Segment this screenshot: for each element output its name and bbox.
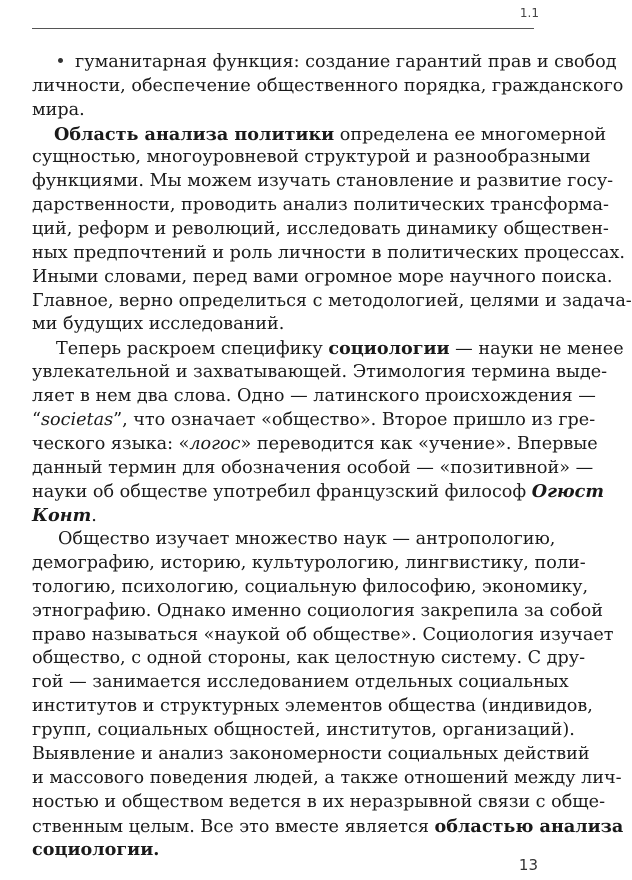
p1-line-2: сущностью, многоуровневой структурой и разнообразными: [32, 147, 591, 168]
text: науки об обществе употребил французский философ: [32, 482, 532, 503]
bullet-line-1: [32, 51, 617, 75]
p3-line-9: групп, социальных общностей, институтов, организаций).: [32, 720, 575, 741]
p2-line-8: [32, 504, 535, 528]
text: ственным целым. Все это вместе является: [32, 816, 435, 837]
term-logos: логос: [189, 433, 241, 454]
term-politics-analysis: Область анализа политики: [54, 123, 335, 145]
p1-line-7: Иными словами, перед вами огромное море научного поиска.: [32, 266, 613, 287]
bullet-line-3: мира.: [32, 99, 85, 120]
p3-line-4: этнографию. Однако именно социология закрепила за собой: [32, 600, 603, 621]
p3-line-7: гой — занимается исследованием отдельных социальных: [32, 672, 569, 693]
p2-line-5: [32, 433, 598, 457]
p2-line-7: [32, 480, 604, 504]
p3-line-13: [32, 815, 624, 839]
p3-line-8: институтов и структурных элементов общества (индивидов,: [32, 696, 593, 717]
p3-line-2: демографию, историю, культурологию, лингвистику, поли-: [32, 553, 586, 574]
p3-line-11: и массового поведения людей, а также отношений между лич-: [32, 767, 622, 788]
bullet-line-2: личности, обеспечение общественного порядка, гражданского: [32, 75, 624, 96]
p3-line-3: тологию, психологию, социальную философию, экономику,: [32, 576, 589, 597]
p3-line-10: Выявление и анализ закономерности социальных действий: [32, 743, 590, 764]
text: “: [32, 409, 41, 430]
page-body: [32, 51, 632, 862]
text: — науки не менее: [449, 339, 624, 360]
p1-line-5: ций, реформ и революций, исследовать динамику обществен-: [32, 219, 609, 240]
p1-line-9: ми будущих исследований.: [32, 314, 285, 335]
p3-line-1: Общество изучает множество наук — антропологию,: [58, 529, 556, 550]
header-divider: [32, 28, 534, 29]
text: Теперь раскроем специфику: [56, 339, 329, 360]
section-number: 1.1: [519, 6, 539, 20]
bullet-icon: [58, 58, 63, 63]
p1-line-1: [32, 123, 607, 147]
text: гуманитарная функция: создание гарантий прав и свобод: [75, 52, 617, 72]
p1-line-4: дарственности, проводить анализ политических трансформа-: [32, 195, 609, 216]
p3-line-14: [32, 838, 535, 862]
text: ческого языка: «: [32, 433, 190, 454]
p2-line-6: данный термин для обозначения особой — «позитивной» —: [32, 457, 594, 478]
text: .: [91, 506, 97, 527]
p1-line-3: функциями. Мы можем изучать становление и развитие госу-: [32, 171, 614, 192]
text: ”, что означает «общество». Второе пришло из гре-: [113, 409, 596, 430]
term-societas: societas: [41, 409, 114, 430]
text: » переводится как «учение». Впервые: [240, 433, 598, 454]
p2-line-3: ляет в нем два слова. Одно — латинского происхождения —: [32, 386, 596, 407]
term-sociology-end: социологии.: [32, 839, 160, 861]
p3-line-5: право называться «наукой об обществе». Социология изучает: [32, 624, 614, 645]
term-sociology: социологии: [328, 338, 450, 360]
page-number: 13: [518, 856, 538, 874]
p1-line-8: Главное, верно определиться с методологией, целями и задача-: [32, 290, 632, 311]
p2-line-2: увлекательной и захватывающей. Этимология термина выде-: [32, 362, 608, 383]
p1-line-6: ных предпочтений и роль личности в политических процессах.: [32, 242, 625, 263]
p3-line-12: ностью и обществом ведется в их неразрывной связи с обще-: [32, 791, 606, 812]
p2-line-1: [32, 337, 624, 361]
name-auguste: Огюст: [531, 481, 604, 503]
term-sociology-analysis: областью анализа: [434, 815, 624, 837]
p3-line-6: общество, с одной стороны, как целостную систему. С дру-: [32, 648, 586, 669]
p2-line-4: [32, 409, 596, 433]
name-comte: Конт: [32, 505, 92, 527]
text: определена ее многомерной: [334, 124, 607, 145]
